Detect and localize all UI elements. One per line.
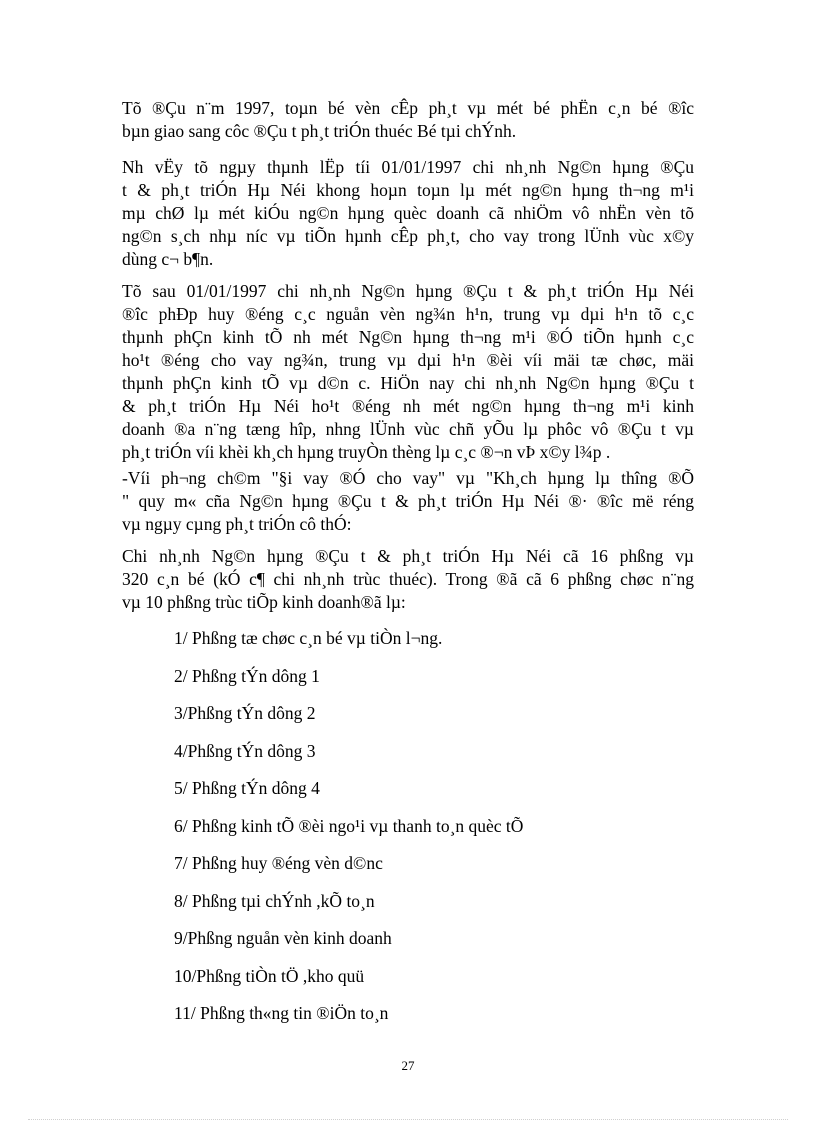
paragraph-line: ho¹t ®éng cho vay ng¾n, trung vµ dµi h¹n ®èi víi mäi tæ chøc, mäi [122,350,694,370]
page-number: 27 [401,1058,415,1073]
paragraph-5 [122,545,694,614]
paragraph-1 [122,97,694,143]
department-list-item: 5/ Phßng tÝn dông 4 [174,778,320,798]
paragraph-line: vµ 10 phßng trùc tiÕp kinh doanh®ã lµ: [122,592,406,612]
department-list-item: 1/ Phßng tæ chøc c¸n bé vµ tiÒn l¬ng. [174,628,443,648]
paragraph-3 [122,280,694,464]
paragraph-line: 320 c¸n bé (kÓ c¶ chi nh¸nh trùc thuéc). Trong ®ã cã 6 phßng chøc n¨ng [122,569,694,589]
department-list-item: 9/Phßng nguån vèn kinh doanh [174,928,392,948]
paragraph-4 [122,467,694,536]
paragraph-line: t & ph¸t triÓn Hµ Néi khong hoµn toµn lµ mét ng©n hµng th¬ng m¹i [122,180,694,200]
department-list-item: 10/Phßng tiÒn tÖ ,kho quü [174,966,365,986]
paragraph-line: mµ chØ lµ mét kiÓu ng©n hµng quèc doanh cã nhiÖm vô nhËn vèn tõ [122,203,694,223]
department-list-item: 8/ Phßng tµi chÝnh ,kÕ to¸n [174,891,375,911]
paragraph-line: doanh ®a n¨ng tæng hîp, nhng lÜnh vùc chñ yÕu lµ phôc vô ®Çu t vµ [122,419,694,439]
paragraph-line: Tõ sau 01/01/1997 chi nh¸nh Ng©n hµng ®Çu t & ph¸t triÓn Hµ Néi [122,281,694,301]
department-list-item: 3/Phßng tÝn dông 2 [174,703,316,723]
department-list-item: 6/ Phßng kinh tÕ ®èi ngo¹i vµ thanh to¸n quèc tÕ [174,816,524,836]
paragraph-line: vµ ngµy cµng ph¸t triÓn cô thÓ: [122,514,352,534]
paragraph-line: -Víi ph¬ng ch©m "§i vay ®Ó cho vay" vµ "Kh¸ch hµng lµ thîng ®Õ [122,468,694,488]
department-list-item: 11/ Phßng th«ng tin ®iÖn to¸n [174,1003,389,1023]
paragraph-line: ng©n s¸ch nhµ níc vµ tiÕn hµnh cÊp ph¸t, cho vay trong lÜnh vùc x©y [122,226,694,246]
department-list-item: 2/ Phßng tÝn dông 1 [174,666,320,686]
department-list-item: 4/Phßng tÝn dông 3 [174,741,316,761]
footer-divider [28,1119,788,1120]
paragraph-line: " quy m« cña Ng©n hµng ®Çu t & ph¸t triÓn Hµ Néi ®· ®îc më réng [122,491,694,511]
paragraph-line: Chi nh¸nh Ng©n hµng ®Çu t & ph¸t triÓn Hµ Néi cã 16 phßng vµ [122,546,694,566]
paragraph-line: thµnh phÇn kinh tÕ vµ d©n c. HiÖn nay chi nh¸nh Ng©n hµng ®Çu t [122,373,694,393]
paragraph-line: Nh vËy tõ ngµy thµnh lËp tíi 01/01/1997 chi nh¸nh Ng©n hµng ®Çu [122,157,694,177]
paragraph-2 [122,156,694,271]
paragraph-line: bµn giao sang côc ®Çu t ph¸t triÓn thuéc Bé tµi chÝnh. [122,121,517,141]
paragraph-line: Tõ ®Çu n¨m 1997, toµn bé vèn cÊp ph¸t vµ mét bé phËn c¸n bé ®îc [122,98,694,118]
department-list-item: 7/ Phßng huy ®éng vèn d©nc [174,853,383,873]
paragraph-line: ®îc phÐp huy ®éng c¸c nguån vèn ng¾n h¹n, trung vµ dµi h¹n tõ c¸c [122,304,694,324]
paragraph-line: & ph¸t triÓn Hµ Néi ho¹t ®éng nh mét ng©n hµng th¬ng m¹i kinh [122,396,694,416]
paragraph-line: ph¸t triÓn víi khèi kh¸ch hµng truyÒn thèng lµ c¸c ®¬n vÞ x©y l¾p . [122,442,611,462]
paragraph-line: dùng c¬ b¶n. [122,249,214,269]
paragraph-line: thµnh phÇn kinh tÕ nh mét Ng©n hµng th¬ng m¹i ®Ó tiÕn hµnh c¸c [122,327,694,347]
